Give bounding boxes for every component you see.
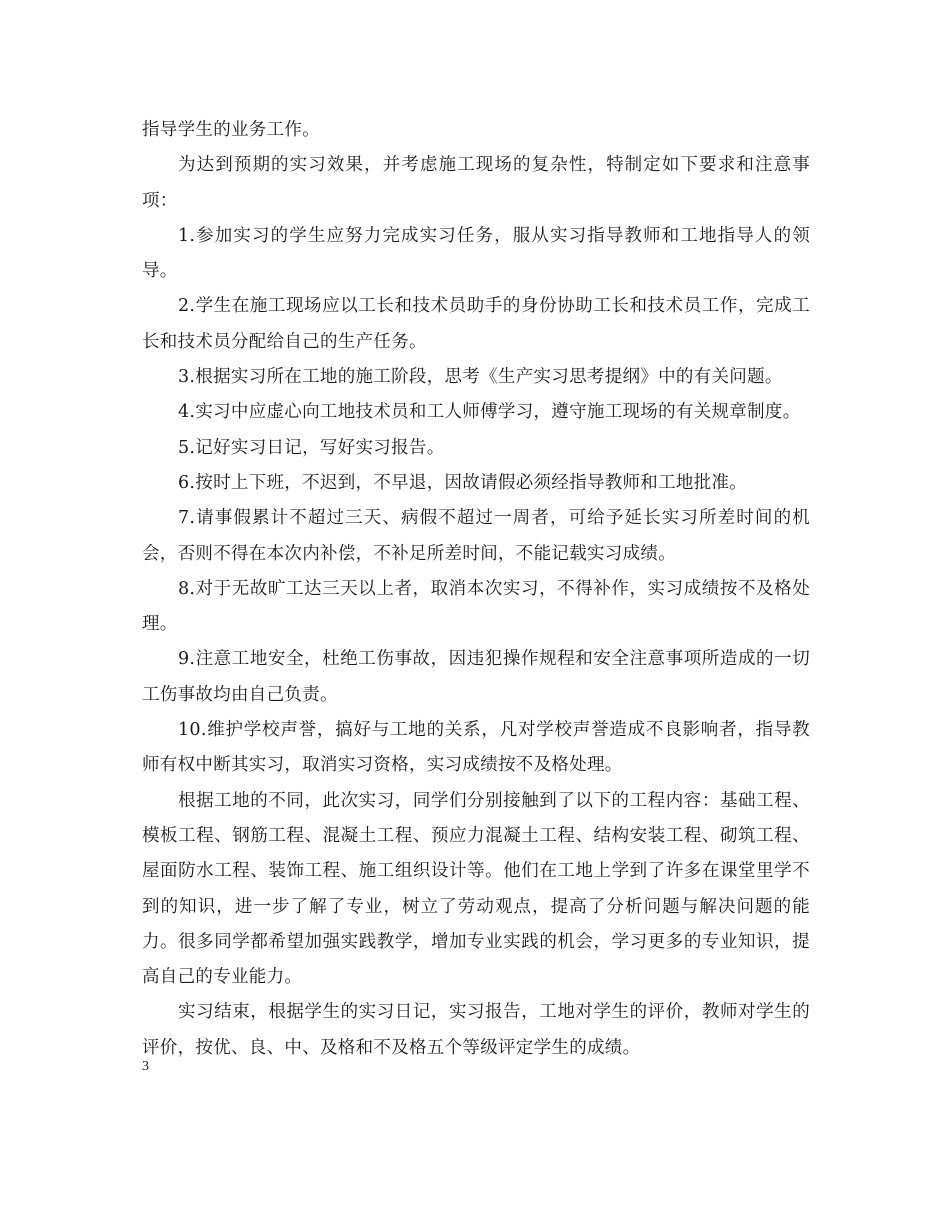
requirement-item-6: 6.按时上下班，不迟到，不早退，因故请假必须经指导教师和工地批准。 bbox=[178, 472, 748, 493]
paragraph-intro-requirements: 为达到预期的实习效果，并考虑施工现场的复杂性，特制定如下要求和注意事项： bbox=[142, 155, 810, 211]
requirement-item-2: 2.学生在施工现场应以工长和技术员助手的身份协助工长和技术员工作，完成工长和技术员分配给自己的生产任务。 bbox=[142, 296, 810, 352]
requirement-item-3: 3.根据实习所在工地的施工阶段，思考《生产实习思考提纲》中的有关问题。 bbox=[178, 367, 783, 388]
requirement-item-8: 8.对于无故旷工达三天以上者，取消本次实习，不得补作，实习成绩按不及格处理。 bbox=[142, 578, 810, 635]
paragraph-evaluation: 实习结束，根据学生的实习日记，实习报告，工地对学生的评价，教师对学生的评价，按优、良、中、及格和不及格五个等级评定学生的成绩。 bbox=[142, 1002, 810, 1058]
document-body bbox=[142, 113, 810, 1066]
requirement-item-1: 1.参加实习的学生应努力完成实习任务，服从实习指导教师和工地指导人的领导。 bbox=[142, 225, 810, 282]
requirement-item-7: 7.请事假累计不超过三天、病假不超过一周者，可给予延长实习所差时间的机会，否则不得在本次内补偿，不补足所差时间，不能记载实习成绩。 bbox=[142, 508, 810, 564]
requirement-item-10: 10.维护学校声誉，搞好与工地的关系，凡对学校声誉造成不良影响者，指导教师有权中断其实习，取消实习资格，实习成绩按不及格处理。 bbox=[142, 720, 810, 776]
requirement-item-4: 4.实习中应虚心向工地技术员和工人师傅学习，遵守施工现场的有关规章制度。 bbox=[178, 402, 801, 423]
paragraph-continuation: 指导学生的业务工作。 bbox=[142, 120, 320, 140]
requirement-item-9: 9.注意工地安全，杜绝工伤事故，因违犯操作规程和安全注意事项所造成的一切工伤事故均由自己负责。 bbox=[142, 649, 810, 705]
requirement-item-5: 5.记好实习日记，写好实习报告。 bbox=[178, 437, 445, 458]
page-number: 3 bbox=[142, 1059, 149, 1074]
paragraph-project-content: 根据工地的不同，此次实习，同学们分别接触到了以下的工程内容：基础工程、模板工程、钢筋工程、混凝土工程、预应力混凝土工程、结构安装工程、砌筑工程、屋面防水工程、装饰工程、施工组织设计等。他们在工地上学到了许多在课堂里学不到的知识，进一步了解了专业，树立了劳动观点，提高了分析问题与解决问题的能力。很多同学都希望加强实践教学，增加专业实践的机会，学习更多的专业知识，提高自己的专业能力。 bbox=[142, 790, 810, 988]
